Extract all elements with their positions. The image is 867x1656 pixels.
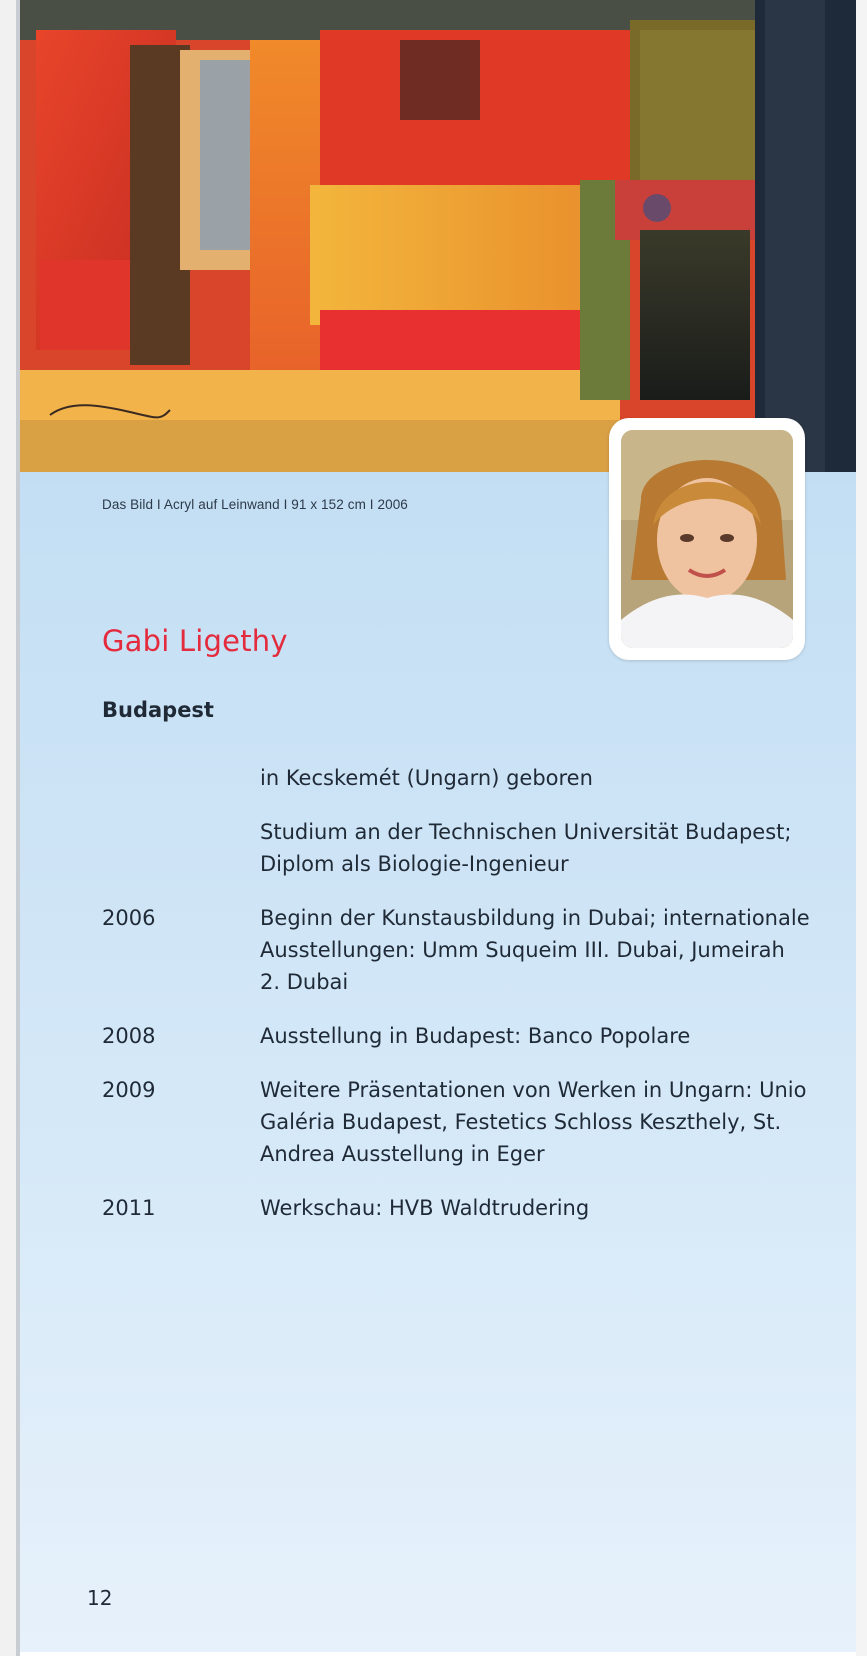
- cv-text: in Kecskemét (Ungarn) geboren: [260, 766, 593, 790]
- cv-year: 2006: [102, 906, 156, 930]
- cv-text: Beginn der Kunstausbildung in Dubai; internationale Ausstellungen: Umm Suqueim III. Dubai, Jumeirah 2. Dubai: [260, 906, 810, 994]
- cv-text: Werkschau: HVB Waldtrudering: [260, 1196, 590, 1220]
- page-edge: [856, 0, 867, 1656]
- painting-image: [20, 0, 856, 472]
- artist-portrait-frame: [609, 418, 805, 660]
- painting-caption: Das Bild I Acryl auf Leinwand I 91 x 152 cm I 2006: [102, 497, 408, 512]
- cv-text: Weitere Präsentationen von Werken in Ungarn: Unio Galéria Budapest, Festetics Schloss Keszthely, St. Andrea Ausstellung in Eger: [260, 1078, 807, 1166]
- artist-name: Gabi Ligethy: [102, 624, 288, 658]
- brochure-page: [20, 0, 856, 1652]
- cv-year: 2009: [102, 1078, 156, 1102]
- page-gutter: [0, 0, 20, 1656]
- artist-city: Budapest: [102, 698, 214, 722]
- cv-year: 2008: [102, 1024, 156, 1048]
- cv-text: Ausstellung in Budapest: Banco Popolare: [260, 1024, 691, 1048]
- artist-portrait: [621, 430, 793, 648]
- page-number: 12: [87, 1586, 113, 1610]
- cv-text: Studium an der Technischen Universität Budapest; Diplom als Biologie-Ingenieur: [260, 820, 792, 876]
- cv-year: 2011: [102, 1196, 156, 1220]
